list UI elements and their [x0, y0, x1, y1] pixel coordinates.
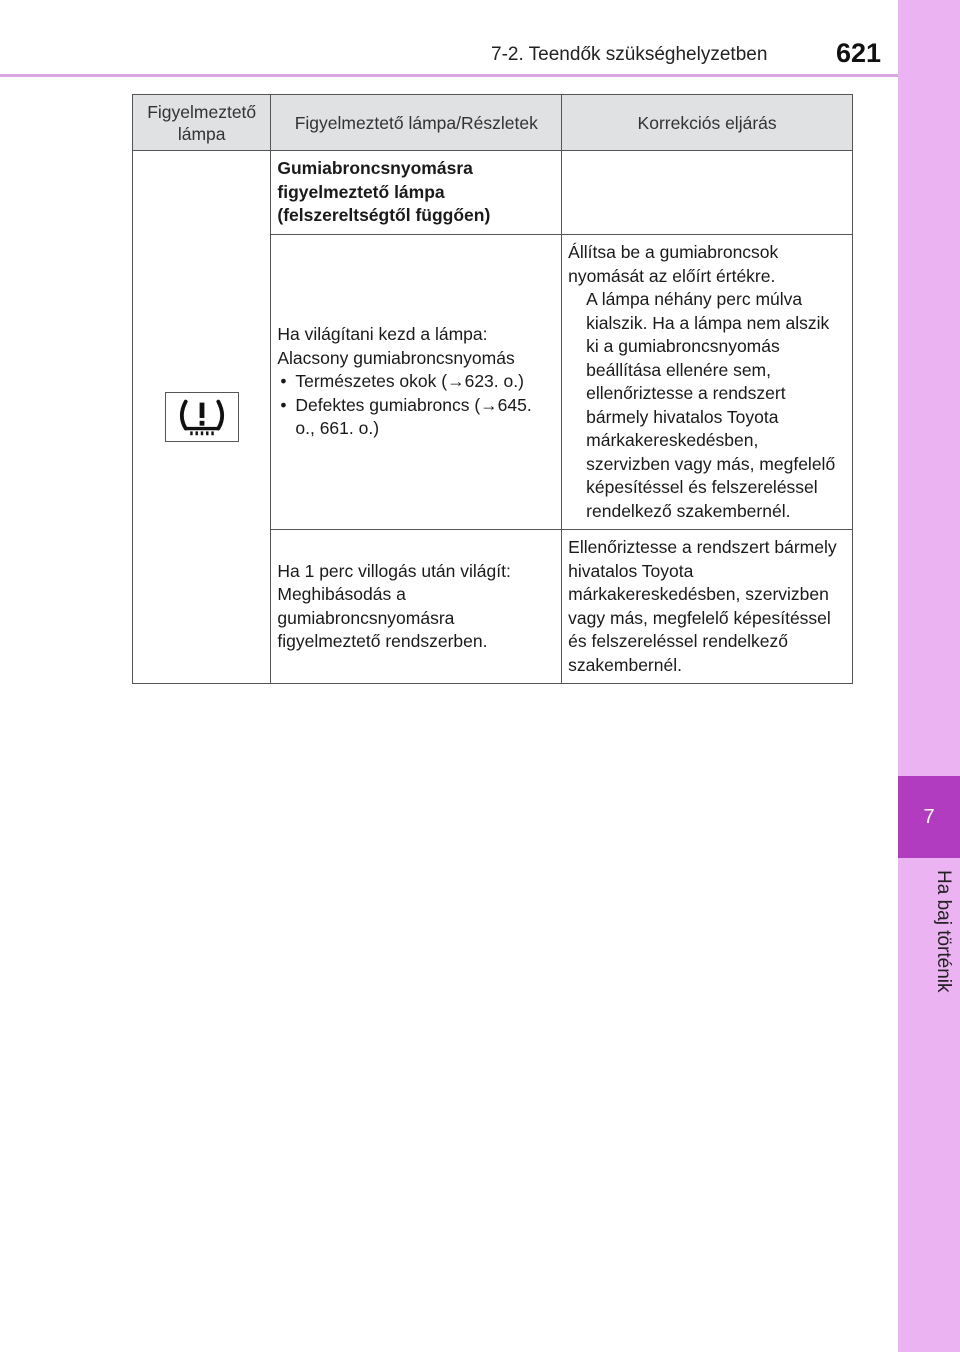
lamp-cell [133, 151, 271, 684]
cause-natural: • Természetes okok (→623. o.) [277, 370, 555, 394]
empty-cell [562, 151, 853, 235]
cause-flat-tire: • Defektes gumiabroncs (→645. o., 661. o.) [277, 394, 555, 441]
row2-proc-main: Ellenőriztesse a rendszert bármely hivatalos Toyota márkakereskedésben, szervizben vagy más, megfelelő képesítéssel és felszereléssel rendelkező szakembernél. [568, 537, 837, 675]
row1-proc-note: A lámpa néhány perc múlva kialszik. Ha a lámpa nem alszik ki a gumiabroncsnyomás beállítása ellenére sem, ellenőriztesse a rendszert bármely hivatalos Toyota márkakereskedésben, szervizben vagy más, megfelelő képesítéssel és felszereléssel rendelkező szakembernél. [586, 289, 836, 521]
row1-procedure [562, 235, 853, 530]
row2-condition: Ha 1 perc villogás után világít: [277, 560, 511, 581]
chapter-title: Ha baj történik [933, 870, 954, 993]
header-details: Figyelmeztető lámpa/Részletek [271, 95, 562, 151]
row2-details [271, 530, 562, 684]
row1-cause: Alacsony gumiabroncsnyomás [277, 347, 515, 368]
header-procedure: Korrekciós eljárás [562, 95, 853, 151]
warning-lamp-table [132, 94, 853, 684]
row1-proc-main: Állítsa be a gumiabroncsok nyomását az előírt értékre. [568, 242, 779, 286]
section-title: 7-2. Teendők szükséghelyzetben [491, 44, 768, 65]
row1-details [271, 235, 562, 530]
row2-cause: Meghibásodás a gumiabroncsnyomásra figyelmeztető rendszerben. [277, 584, 488, 651]
lamp-title: Gumiabroncsnyomásra figyelmeztető lámpa (felszereltségtől függően) [271, 151, 562, 235]
header-rule [0, 74, 898, 77]
page-number: 621 [836, 38, 882, 68]
cause-list [277, 370, 555, 441]
chapter-number: 7 [898, 776, 960, 858]
row2-procedure [562, 530, 853, 684]
tire-pressure-warning-icon [165, 392, 239, 442]
table-header-row [133, 95, 853, 151]
header-lamp: Figyelmeztető lámpa [133, 95, 271, 151]
chapter-side-tab [898, 0, 960, 1352]
table-row [133, 151, 853, 235]
row1-condition: Ha világítani kezd a lámpa: [277, 324, 488, 345]
